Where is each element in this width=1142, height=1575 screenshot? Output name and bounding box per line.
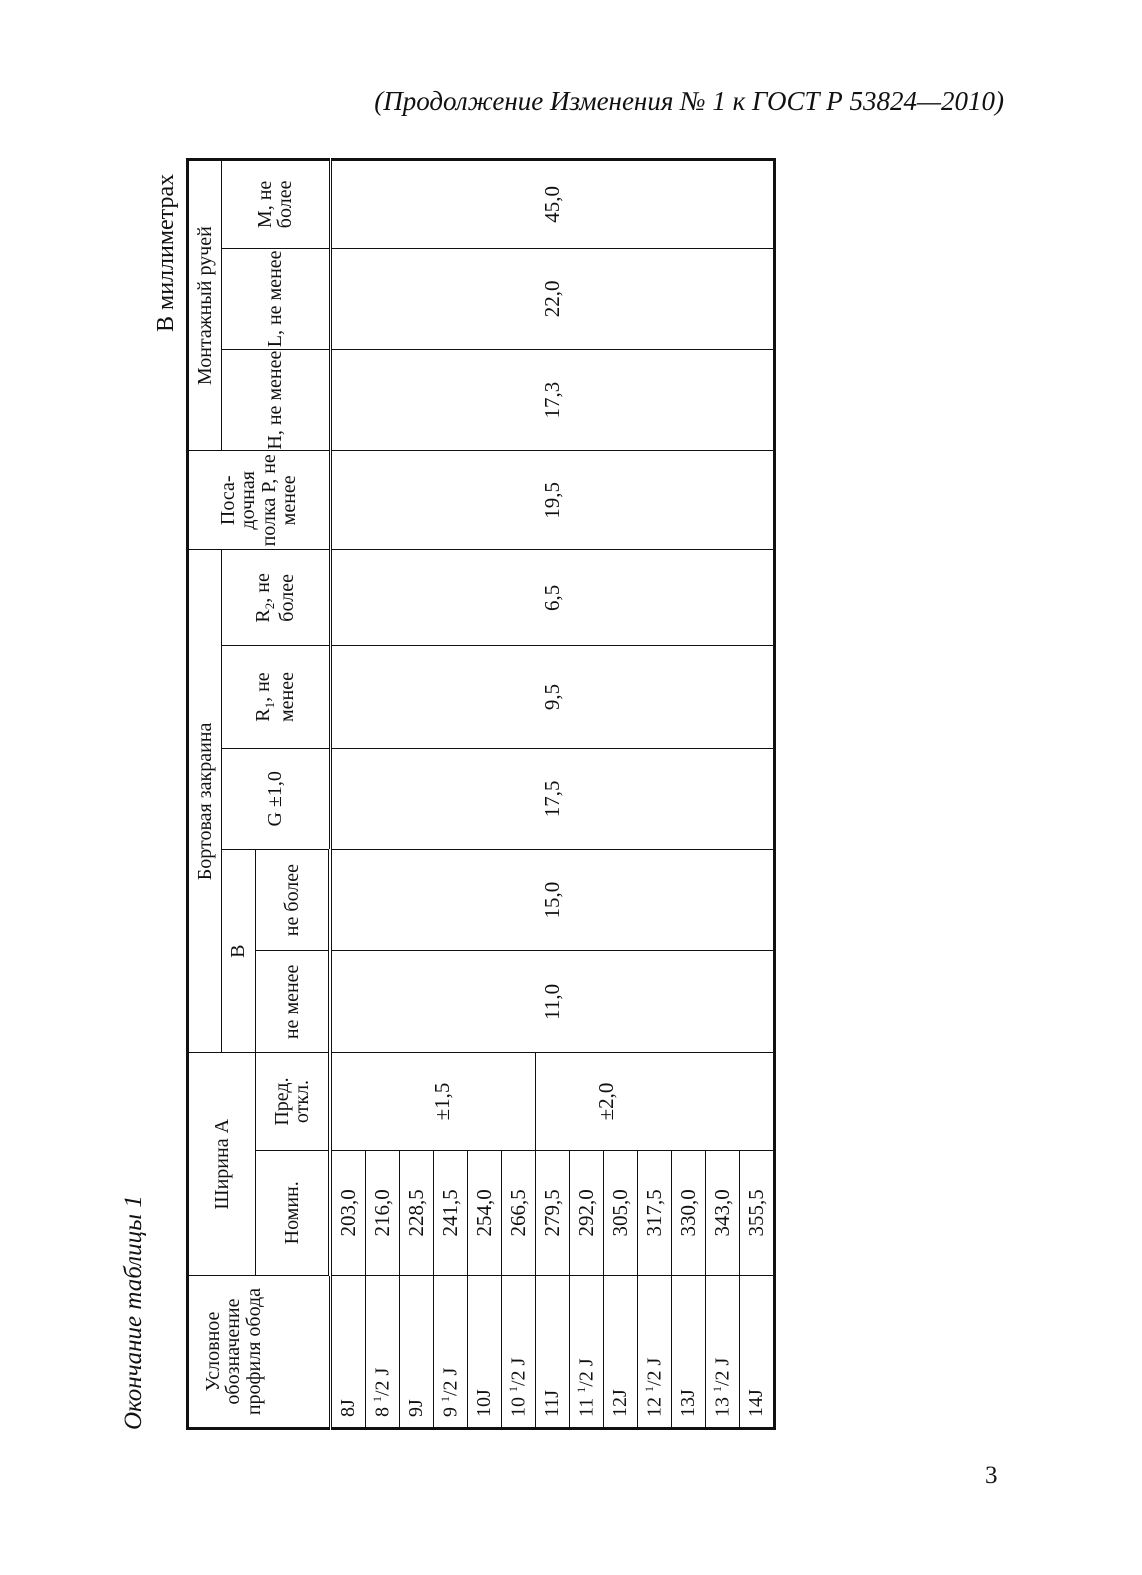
designation-cell: 10J [468, 1276, 502, 1429]
p-cell: 19,5 [330, 451, 775, 550]
nominal-cell: 317,5 [638, 1150, 672, 1276]
nominal-cell: 343,0 [706, 1150, 740, 1276]
l-cell: 22,0 [330, 248, 775, 349]
r1-cell: 9,5 [330, 646, 775, 748]
designation-cell: 8J [330, 1276, 366, 1429]
col-width: Ширина A [188, 1053, 256, 1276]
h-cell: 17,3 [330, 349, 775, 450]
designation-cell: 11 $^1$/2 J [570, 1276, 604, 1429]
col-g: G ±1,0 [222, 748, 331, 849]
designation-cell: 14J [740, 1276, 775, 1429]
m-cell: 45,0 [330, 160, 775, 249]
b-min-cell: 11,0 [330, 951, 775, 1053]
col-flange: Бортовая закраина [188, 550, 222, 1053]
col-seat: Поса-дочная полка P, не менее [188, 451, 331, 550]
nominal-cell: 266,5 [502, 1150, 536, 1276]
table-caption: Окончание таблицы 1 [120, 1195, 147, 1430]
designation-cell: 11J [536, 1276, 570, 1429]
designation-cell: 13J [672, 1276, 706, 1429]
g-cell: 17,5 [330, 748, 775, 849]
col-designation: Условное обозначение профиля обода [188, 1276, 331, 1429]
col-l: L, не менее [222, 248, 331, 349]
designation-cell: 10 $^1$/2 J [502, 1276, 536, 1429]
document-header: (Продолжение Изменения № 1 к ГОСТ Р 53824—2010) [374, 86, 1004, 116]
designation-cell: 12 $^1$/2 J [638, 1276, 672, 1429]
nominal-cell: 228,5 [400, 1150, 434, 1276]
designation-cell: 13 $^1$/2 J [706, 1276, 740, 1429]
designation-cell: 9 $^1$/2 J [434, 1276, 468, 1429]
col-b-min: не менее [256, 951, 331, 1053]
col-h: H, не менее [222, 349, 331, 450]
designation-cell: 12J [604, 1276, 638, 1429]
col-width-nominal: Номин. [256, 1150, 331, 1276]
col-b: B [222, 849, 256, 1053]
designation-cell: 8 $^1$/2 J [366, 1276, 400, 1429]
units-note: В миллиметрах [153, 173, 179, 332]
nominal-cell: 292,0 [570, 1150, 604, 1276]
b-max-cell: 15,0 [330, 849, 775, 950]
nominal-cell: 203,0 [330, 1150, 366, 1276]
col-m: M, не более [222, 160, 331, 249]
nominal-cell: 241,5 [434, 1150, 468, 1276]
col-r1: $R_1$, не менее [222, 646, 331, 748]
page-number: 3 [985, 1462, 998, 1489]
rotated-table-block [120, 150, 850, 1430]
col-b-max: не более [256, 849, 331, 950]
table-row [330, 160, 366, 1429]
nominal-cell: 355,5 [740, 1150, 775, 1276]
rim-profile-table [186, 158, 776, 1430]
col-well: Монтажный ручей [188, 160, 222, 451]
col-width-tolerance: Пред. откл. [256, 1053, 331, 1150]
nominal-cell: 330,0 [672, 1150, 706, 1276]
nominal-cell: 254,0 [468, 1150, 502, 1276]
tolerance-a-cell: ±1,5 [330, 1053, 536, 1150]
nominal-cell: 216,0 [366, 1150, 400, 1276]
nominal-cell: 305,0 [604, 1150, 638, 1276]
nominal-cell: 279,5 [536, 1150, 570, 1276]
r2-cell: 6,5 [330, 550, 775, 646]
col-r2: $R_2$, не более [222, 550, 331, 646]
designation-cell: 9J [400, 1276, 434, 1429]
tolerance-b-cell: ±2,0 [536, 1053, 775, 1150]
